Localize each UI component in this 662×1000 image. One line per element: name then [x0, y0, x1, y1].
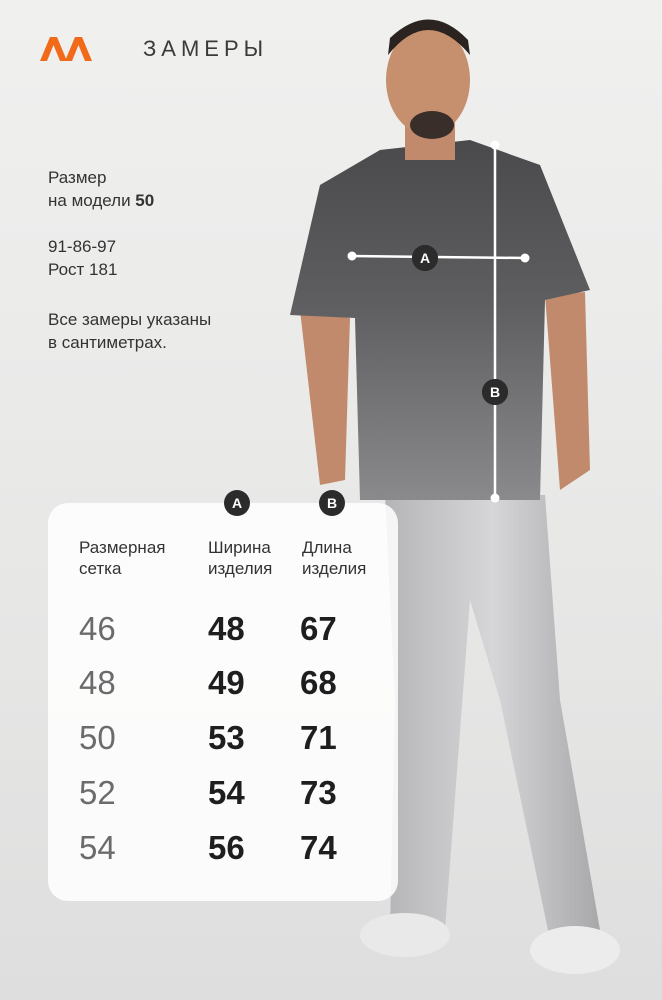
width-cell: 53 — [208, 719, 245, 756]
page-title: ЗАМЕРЫ — [143, 36, 269, 61]
units-note-line2: в сантиметрах. — [48, 333, 167, 352]
model-size-value: 50 — [135, 191, 155, 210]
width-cell: 56 — [208, 829, 245, 866]
marker-a-table: A — [224, 490, 250, 516]
length-cell: 71 — [300, 719, 337, 756]
column-header-length-line1: Длина — [302, 538, 352, 557]
size-cell: 52 — [79, 774, 116, 811]
table-row — [0, 829, 662, 869]
column-header-width-line2: изделия — [208, 559, 273, 578]
width-cell: 49 — [208, 664, 245, 701]
column-header-size-line2: сетка — [79, 559, 122, 578]
column-header-size-line1: Размерная — [79, 538, 166, 557]
model-height: Рост 181 — [48, 260, 118, 279]
length-cell: 68 — [300, 664, 337, 701]
length-cell: 67 — [300, 610, 337, 647]
size-cell: 46 — [79, 610, 116, 647]
marker-b-table: B — [319, 490, 345, 516]
units-note-line1: Все замеры указаны — [48, 310, 212, 329]
table-row — [0, 664, 662, 704]
width-cell: 48 — [208, 610, 245, 647]
brand-logo-icon — [40, 37, 112, 61]
size-label-text: на модели — [48, 191, 131, 210]
size-label-line2 — [48, 189, 154, 212]
model-measurements: 91-86-97 — [48, 237, 117, 256]
table-row — [0, 774, 662, 814]
table-row — [0, 719, 662, 759]
size-label: Размер — [48, 168, 107, 187]
size-cell: 50 — [79, 719, 116, 756]
model-params-info — [48, 235, 117, 281]
model-size-info — [48, 166, 154, 212]
length-cell: 74 — [300, 829, 337, 866]
marker-b-on-model: B — [482, 379, 508, 405]
column-header-length — [302, 537, 366, 579]
column-header-length-line2: изделия — [302, 559, 367, 578]
width-cell: 54 — [208, 774, 245, 811]
marker-a-on-model: A — [412, 245, 438, 271]
column-header-width-line1: Ширина — [208, 538, 271, 557]
units-note — [48, 308, 211, 354]
column-header-size — [79, 537, 165, 579]
size-cell: 54 — [79, 829, 116, 866]
length-cell: 73 — [300, 774, 337, 811]
column-header-width — [208, 537, 272, 579]
table-row — [0, 610, 662, 650]
size-cell: 48 — [79, 664, 116, 701]
